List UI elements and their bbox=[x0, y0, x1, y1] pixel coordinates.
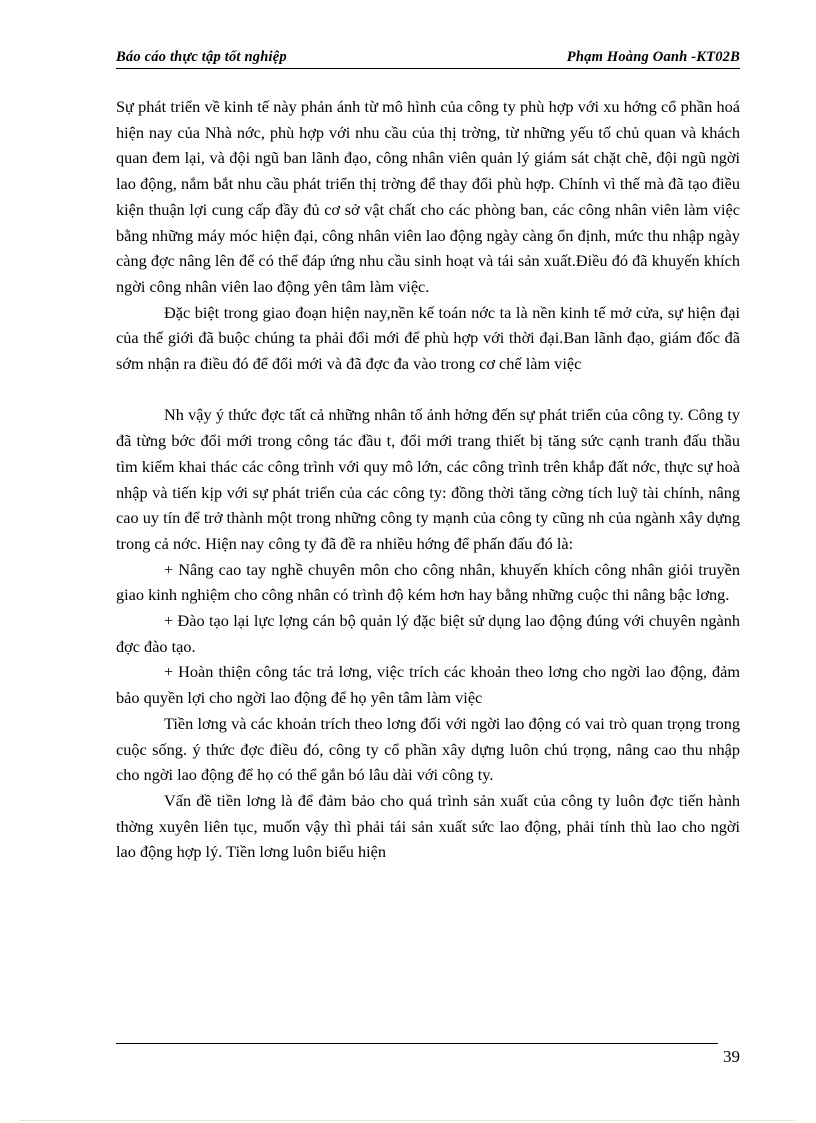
paragraph: Sự phát triển về kinh tế này phản ánh từ mô hình của công ty phù hợp với xu hớng cổ phần hoá hiện nay của Nhà nớc, phù hợp với nhu cầu của thị trờng, từ những yếu tố chủ quan và khách quan đem lại, và đội ngũ ban lãnh đạo, công nhân viên quản lý giám sát chặt chẽ, đội ngũ ngời lao động, nắm bắt nhu cầu phát triển thị trờng để thay đổi phù hợp. Chính vì thế mà đã tạo điều kiện thuận lợi cung cấp đầy đủ cơ sở vật chất cho các phòng ban, các công nhân viên làm việc bằng những máy móc hiện đại, công nhân viên lao động ngày càng ổn định, mức thu nhập ngày càng đợc nâng lên để có thể đáp ứng nhu cầu sinh hoạt và tái sản xuất.Điều đó đã khuyến khích ngời công nhân viên lao động yên tâm làm việc. bbox=[116, 97, 740, 296]
footer-rule bbox=[116, 1043, 718, 1044]
page-edge-divider bbox=[20, 1120, 796, 1121]
header-author: Phạm Hoàng Oanh -KT02B bbox=[566, 49, 740, 65]
document-body bbox=[116, 94, 740, 865]
paragraph: Đặc biệt trong giao đoạn hiện nay,nền kế toán nớc ta là nền kinh tế mở cửa, sự hiện đại của thế giới đã buộc chúng ta phải đổi mới để phù hợp với thời đại.Ban lãnh đạo, giám đốc đã sớm nhận ra điều đó để đổi mới và đã đợc đa vào trong cơ chế làm việc bbox=[116, 302, 740, 374]
paragraph: Nh vậy ý thức đợc tất cả những nhân tố ảnh hởng đến sự phát triển của công ty. Công ty đã từng bớc đổi mới trong công tác đầu t, đổi mới trang thiết bị tăng sức cạnh tranh đấu thầu tìm kiếm khai thác các công trình với quy mô lớn, các công trình trên khắp đất nớc, thực sự hoà nhập và tiến kịp với sự phát triển của các công ty: đồng thời tăng cờng tích luỹ tài chính, nâng cao uy tín để trở thành một trong những công ty mạnh của công ty cũng nh của ngành xây dựng trong cả nớc. Hiện nay công ty đã đề ra nhiều hớng để phấn đấu đó là: bbox=[116, 405, 740, 553]
page-number: 39 bbox=[723, 1047, 740, 1066]
paragraph: + Nâng cao tay nghề chuyên môn cho công nhân, khuyến khích công nhân giỏi truyền giao kinh nghiệm cho công nhân có trình độ kém hơn hay bằng những cuộc thi nâng bậc lơng. bbox=[116, 559, 740, 605]
paragraph: Tiền lơng và các khoản trích theo lơng đối với ngời lao động có vai trò quan trọng trong cuộc sống. ý thức đợc điều đó, công ty cổ phần xây dựng luôn chú trọng, nâng cao thu nhập cho ngời lao động để họ có thể gắn bó lâu dài với công ty. bbox=[116, 713, 740, 785]
paragraph: + Đào tạo lại lực lợng cán bộ quản lý đặc biệt sử dụng lao động đúng với chuyên ngành đợc đào tạo. bbox=[116, 611, 740, 656]
paragraph-spacer bbox=[116, 377, 740, 403]
page-header bbox=[116, 46, 740, 69]
paragraph: Vấn đề tiền lơng là để đảm bảo cho quá trình sản xuất của công ty luôn đợc tiến hành thờng xuyên liên tục, muốn vậy thì phải tái sản xuất sức lao động, phải tính thù lao cho ngời lao động hợp lý. Tiền lơng luôn biểu hiện bbox=[116, 790, 740, 862]
paragraph: + Hoàn thiện công tác trả lơng, việc trích các khoản theo lơng cho ngời lao động, đảm bảo quyền lợi cho ngời lao động để họ yên tâm làm việc bbox=[116, 662, 740, 708]
header-report-title: Báo cáo thực tập tốt nghiệp bbox=[116, 49, 287, 65]
